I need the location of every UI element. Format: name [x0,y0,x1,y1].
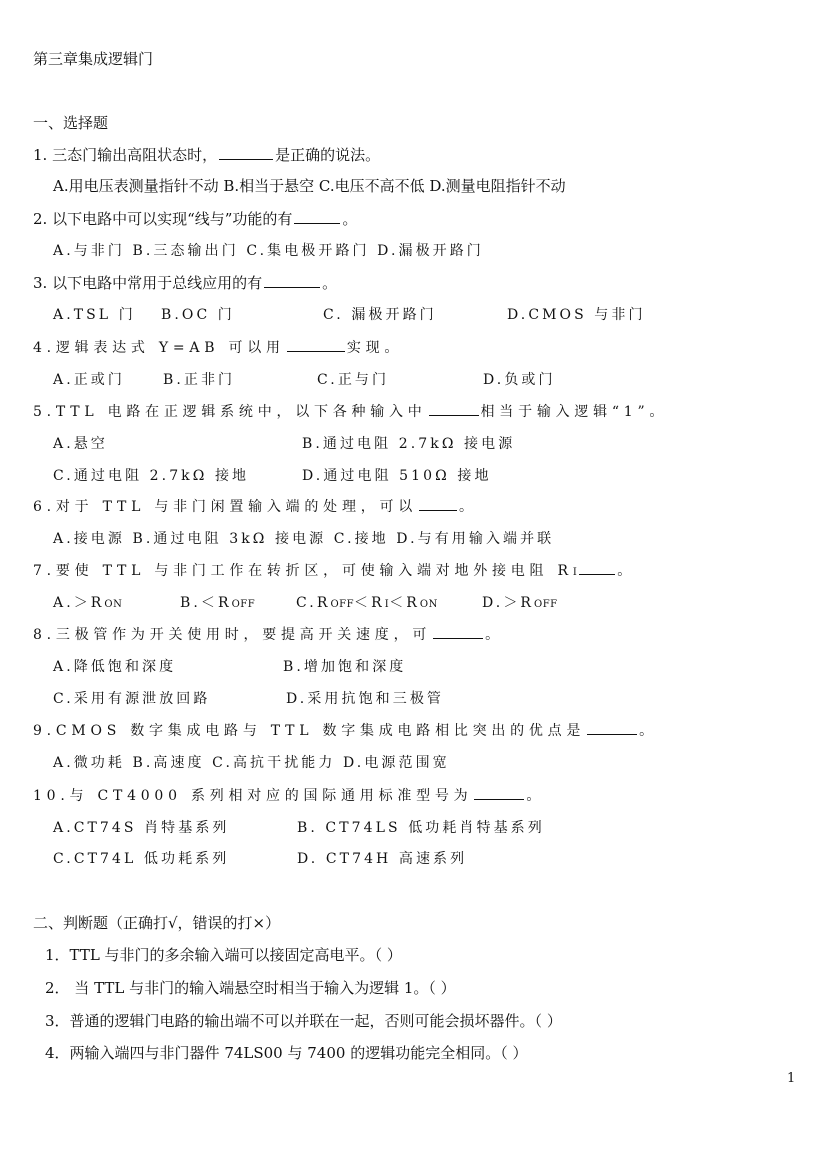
option-b-text: B.＜R [180,595,232,611]
option-c-text: C.R [296,595,331,611]
question-text-end: 。 [639,723,658,739]
answer-blank [474,798,524,800]
tf-item-4: 4．两输入端四与非门器件 74LS00 与 7400 的逻辑功能完全相同。（ ） [45,1044,528,1062]
option-c: C.CT74L 低功耗系列 [53,851,230,867]
question-number: 2. [33,210,48,228]
tf-item-3: 3．普通的逻辑门电路的输出端不可以并联在一起，否则可能会损坏器件。（ ） [45,1012,562,1030]
question-3 [33,276,337,291]
option-c-text: ＜R [354,595,385,611]
question-text: 与 CT4000 系列相对应的国际通用标准型号为 [69,788,473,804]
subscript: I [572,567,578,578]
question-number: 5. [33,404,56,420]
subscript: I [384,599,390,610]
option-d: D.CMOS 与非门 [507,307,646,323]
question-text: CMOS 数字集成电路与 TTL 数字集成电路相比突出的优点是 [55,723,586,739]
question-number: 1. [33,146,48,164]
question-number: 8. [33,627,56,643]
question-4-options [53,373,673,391]
option-c: C.正与门 [317,372,390,388]
option-a: A.TSL 门 [53,307,136,323]
question-1 [33,148,380,163]
answer-blank [433,637,483,639]
question-text-end: 。 [526,788,546,804]
question-7-options [53,596,673,614]
question-5-options-row1 [53,437,673,455]
question-number: 7. [33,563,56,579]
question-1-options: A.用电压表测量指针不动 B.相当于悬空 C.电压不高不低 D.测量电阻指针不动 [53,177,566,195]
question-8 [33,628,504,642]
option-c-text: ＜R [389,595,420,611]
option-b: B.通过电阻 2.7kΩ 接电源 [302,436,516,452]
section-heading-choice: 一、选择题 [33,114,109,132]
answer-blank [287,350,345,352]
question-text: 以下电路中常用于总线应用的有 [47,274,263,292]
question-6-options: A.接电源 B.通过电阻 3kΩ 接电源 C.接地 D.与有用输入端并联 [53,531,555,547]
question-2 [33,212,357,227]
question-number: 10. [33,788,70,804]
option-a: A.CT74S 肖特基系列 [53,820,230,836]
option-a: A.正或门 [53,372,125,388]
option-d: D.采用抗饱和三极管 [286,691,444,707]
page-number: 1 [787,1071,796,1086]
question-text-end: 。 [617,563,637,579]
section-heading-true-false: 二、判断题（正确打√，错误的打×） [33,914,281,932]
chapter-title: 第三章集成逻辑门 [33,50,154,68]
option-b: B.OC 门 [161,307,235,323]
question-text-end: 实现。 [346,340,404,356]
question-8-options-row2 [53,692,673,710]
option-b: B.增加饱和深度 [283,659,407,675]
subscript: OFF [231,599,256,610]
question-text-end: 。 [342,210,358,228]
question-text-end: 。 [322,274,338,292]
tf-item-2: 2． 当 TTL 与非门的输入端悬空时相当于输入为逻辑 1。（ ） [45,979,456,997]
question-10-options-row2 [53,852,673,870]
question-number: 9. [33,723,56,739]
question-5-options-row2 [53,469,673,487]
option-d: D.通过电阻 510Ω 接地 [302,468,492,484]
question-5 [33,405,668,419]
option-d: D. CT74H 高速系列 [297,851,468,867]
answer-blank [419,509,457,511]
option-a: A.降低饱和深度 [53,659,177,675]
question-9 [33,724,658,738]
option-c: C.通过电阻 2.7kΩ 接地 [53,468,250,484]
question-text: TTL 电路在正逻辑系统中，以下各种输入中 [55,404,427,420]
option-c: C. 漏极开路门 [323,307,437,323]
question-10 [33,789,545,803]
option-d [482,596,558,610]
answer-blank [264,286,320,288]
option-b: B. CT74LS 低功耗肖特基系列 [297,820,545,836]
question-text: 三态门输出高阻状态时， [47,146,218,164]
answer-blank [429,414,479,416]
question-10-options-row1 [53,821,673,839]
question-text-end: 。 [485,627,504,643]
question-text-end: 。 [458,499,478,515]
question-7 [33,564,636,578]
answer-blank [294,222,340,224]
option-d: D.负或门 [483,372,556,388]
question-9-options: A.微功耗 B.高速度 C.高抗干扰能力 D.电源范围宽 [53,755,450,771]
question-4 [33,341,403,355]
subscript: ON [104,599,123,610]
answer-blank [219,158,273,160]
question-text-end: 相当于输入逻辑“1”。 [480,404,669,420]
subscript: OFF [534,599,558,610]
tf-item-1: 1．TTL 与非门的多余输入端可以接固定高电平。（ ） [45,946,402,964]
question-text: 以下电路中可以实现“线与”功能的有 [47,210,293,228]
question-text: 逻辑表达式 Y=AB 可以用 [55,340,285,356]
question-text: 对于 TTL 与非门闲置输入端的处理，可以 [55,499,417,515]
question-2-options: A.与非门 B.三态输出门 C.集电极开路门 D.漏极开路门 [53,243,484,259]
option-c [296,596,438,610]
question-text: 要使 TTL 与非门工作在转折区，可使输入端对地外接电阻 R [55,563,573,579]
option-a: A.悬空 [53,436,108,452]
question-text-end: 是正确的说法。 [275,146,381,164]
question-number: 4. [33,340,56,356]
question-text: 三极管作为开关使用时，要提高开关速度，可 [55,627,432,643]
question-8-options-row1 [53,660,673,678]
question-number: 3. [33,274,48,292]
question-3-options [53,308,673,326]
option-d-text: D.＞R [482,595,535,611]
option-b: B.正非门 [163,372,236,388]
subscript: ON [419,599,438,610]
answer-blank [579,573,615,575]
subscript: OFF [330,599,355,610]
option-a-text: A.＞R [53,595,105,611]
question-6 [33,500,478,514]
question-number: 6. [33,499,56,515]
answer-blank [587,733,637,735]
option-b [180,596,255,610]
option-a [53,596,122,610]
option-c: C.采用有源泄放回路 [53,691,211,707]
